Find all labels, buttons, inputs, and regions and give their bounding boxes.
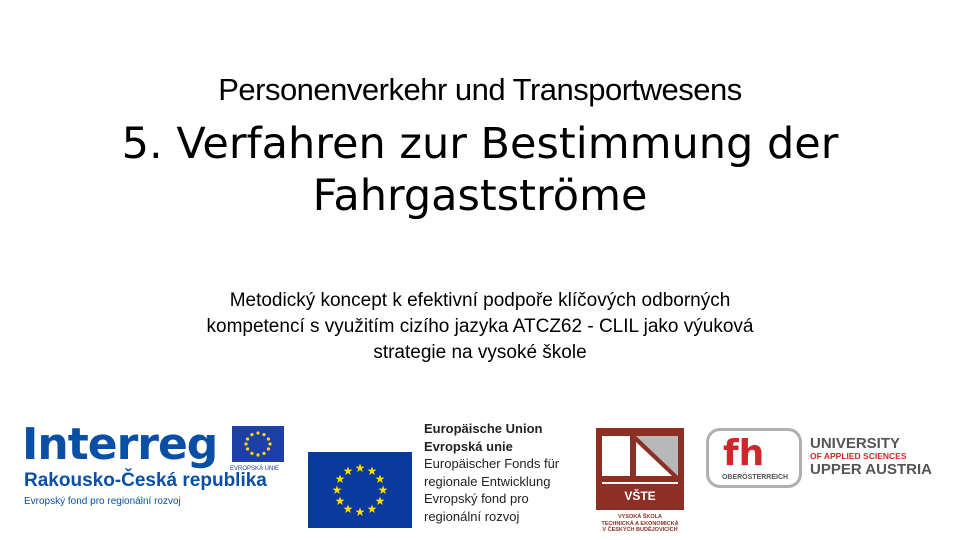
svg-text:★: ★	[334, 494, 346, 508]
fh-sub: OBERÖSTERREICH	[721, 474, 789, 481]
svg-text:★: ★	[331, 483, 343, 497]
interreg-logo	[22, 420, 292, 520]
university-text	[810, 436, 940, 477]
chapter-number: 5.	[121, 119, 163, 169]
eu-text-block	[424, 420, 594, 525]
svg-text:★: ★	[374, 472, 386, 486]
title-text-line1: Verfahren zur Bestimmung der	[176, 119, 839, 169]
eu-line1: Europäische Union	[424, 421, 543, 436]
svg-text:★: ★	[354, 505, 366, 519]
eu-line6: regionální rozvoj	[424, 508, 520, 524]
svg-text:★: ★	[377, 483, 389, 497]
interreg-wordmark: Interreg	[22, 419, 218, 470]
interreg-flag-label: EVROPSKÁ UNIE	[230, 466, 280, 472]
svg-text:★: ★	[334, 472, 346, 486]
vste-emblem-icon	[596, 428, 684, 510]
vste-mark-text: VŠTE	[624, 489, 656, 503]
vste-logo	[590, 428, 690, 532]
eu-line3: Europäischer Fonds für	[424, 456, 560, 471]
eu-line2: Evropská unie	[424, 438, 513, 454]
svg-text:★: ★	[354, 461, 366, 475]
description-line2: kompetencí s využitím cizího jazyka ATCZ62 - CLIL jako výuková	[206, 316, 754, 337]
eu-line5: Evropský fond pro	[424, 491, 529, 506]
slide-title	[0, 118, 960, 222]
uas-line2: OF APPLIED SCIENCES	[810, 451, 907, 461]
description-line1: Metodický koncept k efektivní podpoře klíčových odborných	[229, 290, 731, 311]
svg-text:★: ★	[342, 464, 354, 478]
eu-flag-icon	[232, 426, 284, 462]
fh-logo	[706, 428, 802, 488]
vste-label-line1: VYSOKÁ ŠKOLA	[617, 514, 662, 520]
vste-mark-icon	[596, 428, 684, 510]
eu-flag-large-icon	[308, 452, 412, 528]
slide-description	[150, 288, 810, 366]
svg-text:★: ★	[374, 494, 386, 508]
svg-text:★: ★	[342, 502, 354, 516]
interreg-fund: Evropský fond pro regionální rozvoj	[24, 496, 181, 507]
vste-label	[590, 514, 690, 534]
vste-label-line3: V ČESKÝCH BUDĚJOVICÍCH	[602, 527, 678, 533]
fh-letters: fh	[723, 433, 765, 474]
svg-text:★: ★	[366, 464, 378, 478]
interreg-country: Rakousko-Česká republika	[24, 470, 267, 491]
eu-stars-large-icon	[308, 452, 412, 528]
slide-title-line1	[0, 118, 960, 170]
slide-subtitle: Personenverkehr und Transportwesens	[218, 72, 742, 107]
vste-label-line2: TECHNICKÁ A EKONOMICKÁ	[601, 520, 679, 527]
uas-line3: UPPER AUSTRIA	[810, 461, 932, 478]
title-text-line2: Fahrgastströme	[312, 171, 648, 221]
eu-line4: regionale Entwicklung	[424, 473, 551, 489]
description-line3: strategie na vysoké škole	[373, 342, 587, 363]
uas-line1: UNIVERSITY	[810, 435, 901, 452]
eu-stars-icon	[232, 426, 284, 462]
svg-text:★: ★	[366, 502, 378, 516]
